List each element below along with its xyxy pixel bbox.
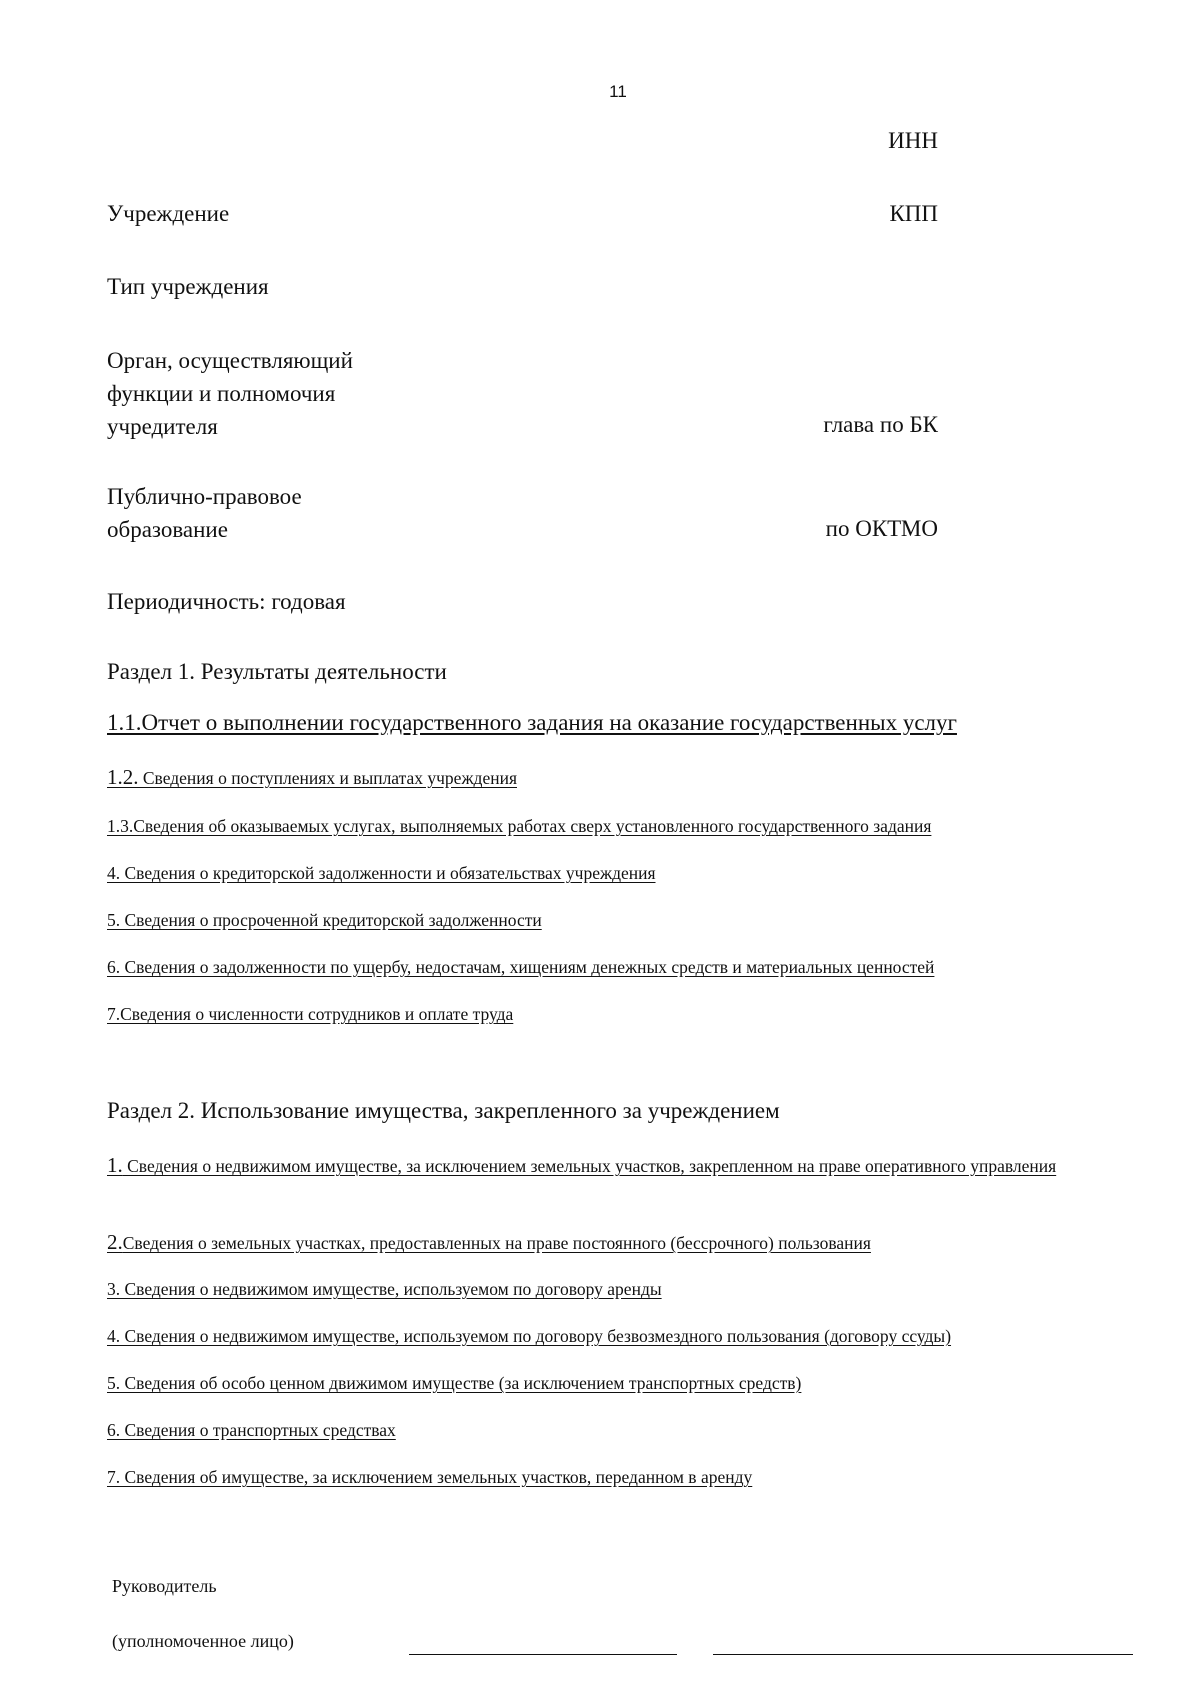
oktmo-label: по ОКТМО — [825, 516, 938, 541]
section1-item-4[interactable]: 4. Сведения о кредиторской задолженности и обязательствах учреждения — [107, 863, 656, 883]
periodicity-label: Периодичность: годовая — [107, 589, 346, 614]
budget-chapter-label: глава по БК — [823, 412, 938, 437]
signature-line — [409, 1654, 677, 1655]
section2-item-2[interactable]: 2.Сведения о земельных участках, предоставленных на праве постоянного (бессрочного) пользования — [107, 1230, 871, 1254]
section2-item-4[interactable]: 4. Сведения о недвижимом имуществе, используемом по договору безвозмездного пользования (договору ссуды) — [107, 1326, 952, 1346]
section1-title: Раздел 1. Результаты деятельности — [107, 659, 447, 684]
institution-label: Учреждение — [107, 201, 230, 226]
section1-item-1-3[interactable]: 1.3.Сведения об оказываемых услугах, выполняемых работах сверх установленного государственного задания — [107, 816, 932, 836]
section2-item-5[interactable]: 5. Сведения об особо ценном движимом имуществе (за исключением транспортных средств) — [107, 1373, 802, 1393]
institution-type-label: Тип учреждения — [107, 274, 269, 299]
section2-item-1[interactable]: 1. Сведения о недвижимом имуществе, за исключением земельных участков, закрепленном на праве оперативного управления — [107, 1153, 1057, 1177]
section2-title: Раздел 2. Использование имущества, закрепленного за учреждением — [107, 1098, 780, 1123]
page-number: 11 — [609, 82, 627, 101]
founder-body-label: Орган, осуществляющий функции и полномочия учредителя — [107, 348, 353, 439]
inn-label: ИНН — [888, 128, 938, 153]
authorized-person-label: (уполномоченное лицо) — [112, 1631, 294, 1651]
section2-item-6[interactable]: 6. Сведения о транспортных средствах — [107, 1420, 396, 1440]
public-entity-label: Публично-правовое образование — [107, 484, 302, 542]
section2-item-7[interactable]: 7. Сведения об имуществе, за исключением земельных участков, переданном в аренду — [107, 1467, 753, 1487]
kpp-label: КПП — [889, 201, 938, 226]
section1-item-6[interactable]: 6. Сведения о задолженности по ущербу, недостачам, хищениям денежных средств и материальных ценностей — [107, 957, 935, 977]
section2-item-3[interactable]: 3. Сведения о недвижимом имуществе, используемом по договору аренды — [107, 1279, 662, 1299]
section1-item-1-1[interactable]: 1.1.Отчет о выполнении государственного задания на оказание государственных услуг — [107, 710, 957, 735]
head-label: Руководитель — [112, 1576, 217, 1596]
section1-item-1-2[interactable]: 1.2. Сведения о поступлениях и выплатах учреждения — [107, 765, 517, 789]
name-line — [713, 1654, 1133, 1655]
section1-item-7[interactable]: 7.Сведения о численности сотрудников и оплате труда — [107, 1004, 514, 1024]
section1-item-5[interactable]: 5. Сведения о просроченной кредиторской задолженности — [107, 910, 542, 930]
